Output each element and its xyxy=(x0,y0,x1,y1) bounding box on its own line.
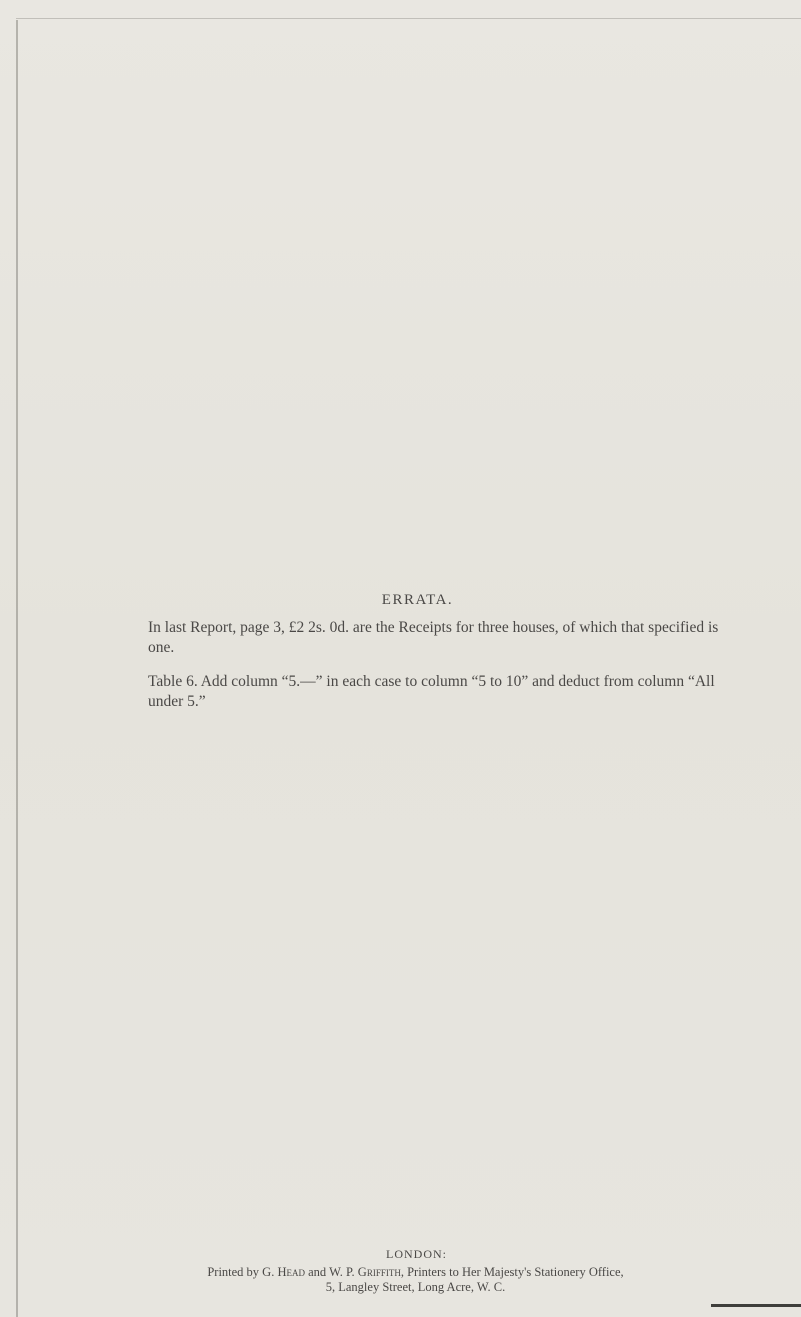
imprint-place: LONDON: xyxy=(386,1247,447,1261)
imprint-line-2: 5, Langley Street, Long Acre, W. C. xyxy=(325,1280,506,1294)
imprint-printer-griffith: Griffith xyxy=(357,1265,401,1279)
errata-entry-2: Table 6. Add column “5.—” in each case to column “5 to 10” and deduct from column “All under 5.” xyxy=(148,673,715,710)
imprint-block xyxy=(0,1265,801,1295)
imprint-printer-head: Head xyxy=(277,1265,305,1279)
imprint-prefix: Printed by G. xyxy=(207,1265,278,1279)
errata-entry-1: In last Report, page 3, £2 2s. 0d. are the Receipts for three houses, of which that specified is one. xyxy=(148,619,719,656)
errata-title: ERRATA. xyxy=(381,592,454,608)
imprint-line-1 xyxy=(30,1265,801,1280)
page-top-edge xyxy=(16,18,801,19)
imprint-suffix: , Printers to Her Majesty's Stationery Office, xyxy=(400,1265,624,1279)
imprint-mid: and W. P. xyxy=(305,1265,358,1279)
bottom-edge-mark xyxy=(711,1304,801,1307)
page-left-edge xyxy=(16,20,18,1317)
